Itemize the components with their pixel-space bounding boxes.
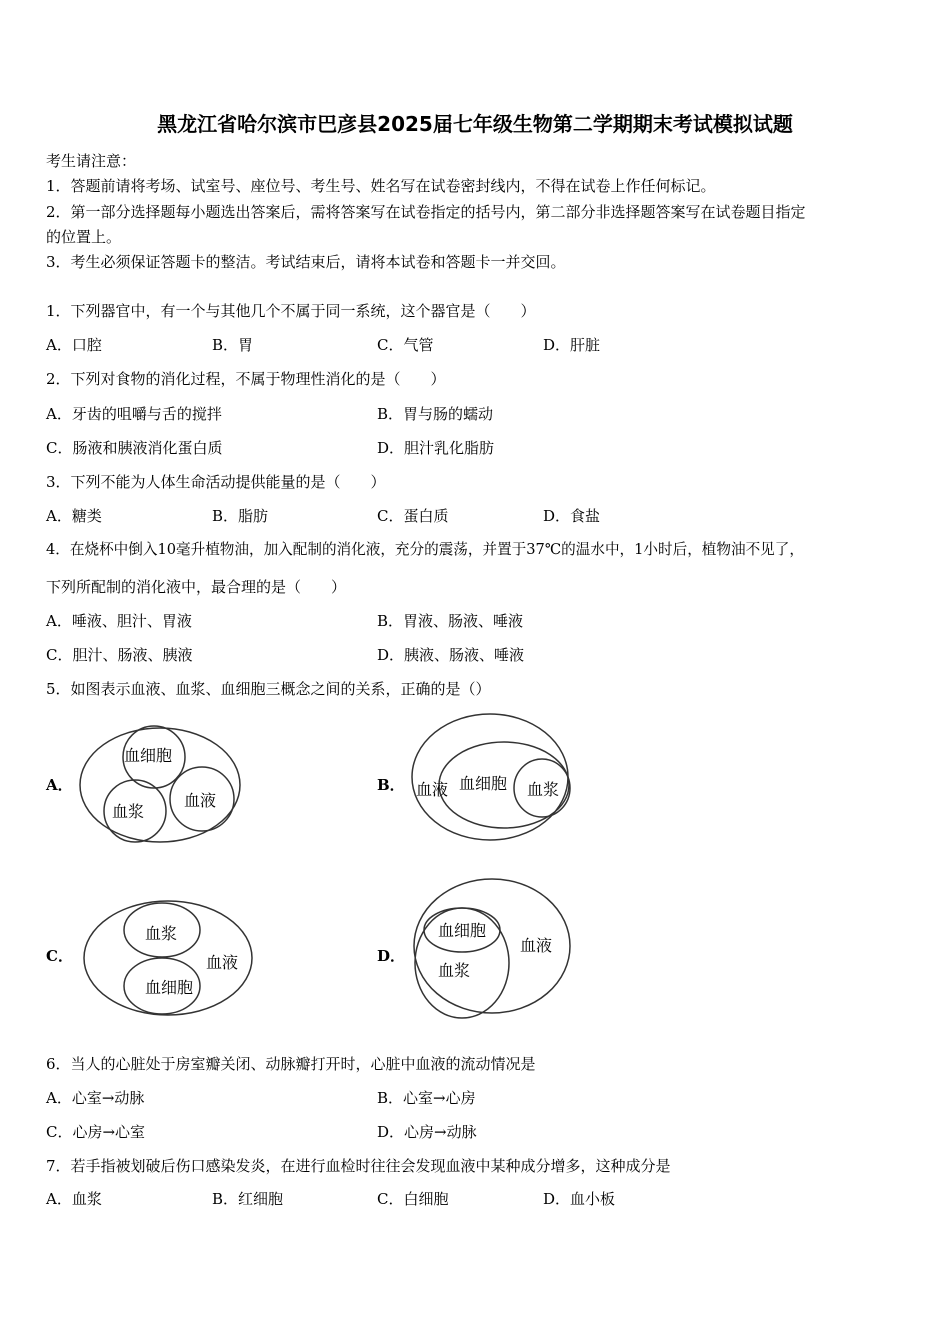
option: D．胰液、肠液、唾液	[377, 646, 525, 664]
notice-item: 3．考生必须保证答题卡的整洁。考试结束后，请将本试卷和答题卡一并交回。	[46, 253, 566, 271]
label-plasma: 血浆	[438, 961, 471, 980]
option: B．	[377, 776, 405, 794]
option: B．心室→心房	[377, 1089, 476, 1107]
option: D．胆汁乳化脂肪	[377, 439, 495, 457]
question-2: 2．下列对食物的消化过程，不属于物理性消化的是（ ）	[46, 370, 446, 388]
label-plasma: 血浆	[527, 780, 560, 799]
option: B．红细胞	[212, 1190, 284, 1208]
question-5: 5．如图表示血液、血浆、血细胞三概念之间的关系，正确的是（）	[46, 680, 491, 698]
page-title: 黑龙江省哈尔滨市巴彦县2025届七年级生物第二学期期末考试模拟试题	[157, 112, 793, 136]
option: C．气管	[377, 336, 434, 354]
option: D．肝脏	[543, 336, 601, 354]
option: A．牙齿的咀嚼与舌的搅拌	[46, 405, 222, 423]
notice-item: 2．第一部分选择题每小题选出答案后，需将答案写在试卷指定的括号内，第二部分非选择题答案写在试卷题目指定	[46, 203, 806, 221]
option: C．心房→心室	[46, 1123, 146, 1141]
option: A．口腔	[46, 336, 102, 354]
option: D．心房→动脉	[377, 1123, 477, 1141]
question-4: 4．在烧杯中倒入10毫升植物油，加入配制的消化液，充分的震荡，并置于37℃的温水中，1小时后，植物油不见了，	[46, 541, 804, 558]
label-plasma: 血浆	[112, 802, 145, 821]
label-cells: 血细胞	[124, 746, 173, 765]
question-3: 3．下列不能为人体生命活动提供能量的是（ ）	[46, 473, 386, 491]
option: A．	[46, 776, 73, 794]
option: A．血浆	[46, 1190, 102, 1208]
question-6: 6．当人的心脏处于房室瓣关闭、动脉瓣打开时，心脏中血液的流动情况是	[46, 1055, 536, 1073]
option: D．	[377, 947, 406, 965]
option: C．肠液和胰液消化蛋白质	[46, 439, 223, 457]
label-blood: 血液	[416, 780, 449, 799]
question-7: 7．若手指被划破后伤口感染发炎，在进行血检时往往会发现血液中某种成分增多，这种成分是	[46, 1157, 671, 1175]
option: A．唾液、胆汁、胃液	[46, 612, 192, 630]
label-blood: 血液	[520, 936, 553, 955]
option: C．蛋白质	[377, 507, 449, 525]
option: C．胆汁、肠液、胰液	[46, 646, 193, 664]
option: D．血小板	[543, 1190, 616, 1208]
option: C．白细胞	[377, 1190, 449, 1208]
notice-heading: 考生请注意：	[46, 152, 137, 170]
option: B．脂肪	[212, 507, 269, 525]
label-blood: 血液	[206, 953, 239, 972]
label-cells: 血细胞	[145, 978, 194, 997]
diagram-a	[80, 726, 240, 842]
option: C．	[46, 947, 73, 965]
label-cells: 血细胞	[459, 774, 508, 793]
notice-item: 的位置上。	[46, 228, 122, 246]
option: B．胃液、肠液、唾液	[377, 612, 524, 630]
label-cells: 血细胞	[438, 921, 487, 940]
notice-item: 1．答题前请将考场、试室号、座位号、考生号、姓名写在试卷密封线内，不得在试卷上作任何标记。	[46, 177, 716, 195]
option: A．心室→动脉	[46, 1089, 145, 1107]
label-plasma: 血浆	[145, 924, 178, 943]
label-blood: 血液	[184, 791, 217, 810]
option: B．胃	[212, 336, 254, 354]
question-4-cont: 下列所配制的消化液中，最合理的是（ ）	[46, 578, 347, 596]
option: B．胃与肠的蠕动	[377, 405, 494, 423]
option: D．食盐	[543, 507, 601, 525]
option: A．糖类	[46, 507, 102, 525]
question-1: 1．下列器官中，有一个与其他几个不属于同一系统，这个器官是（ ）	[46, 302, 536, 320]
